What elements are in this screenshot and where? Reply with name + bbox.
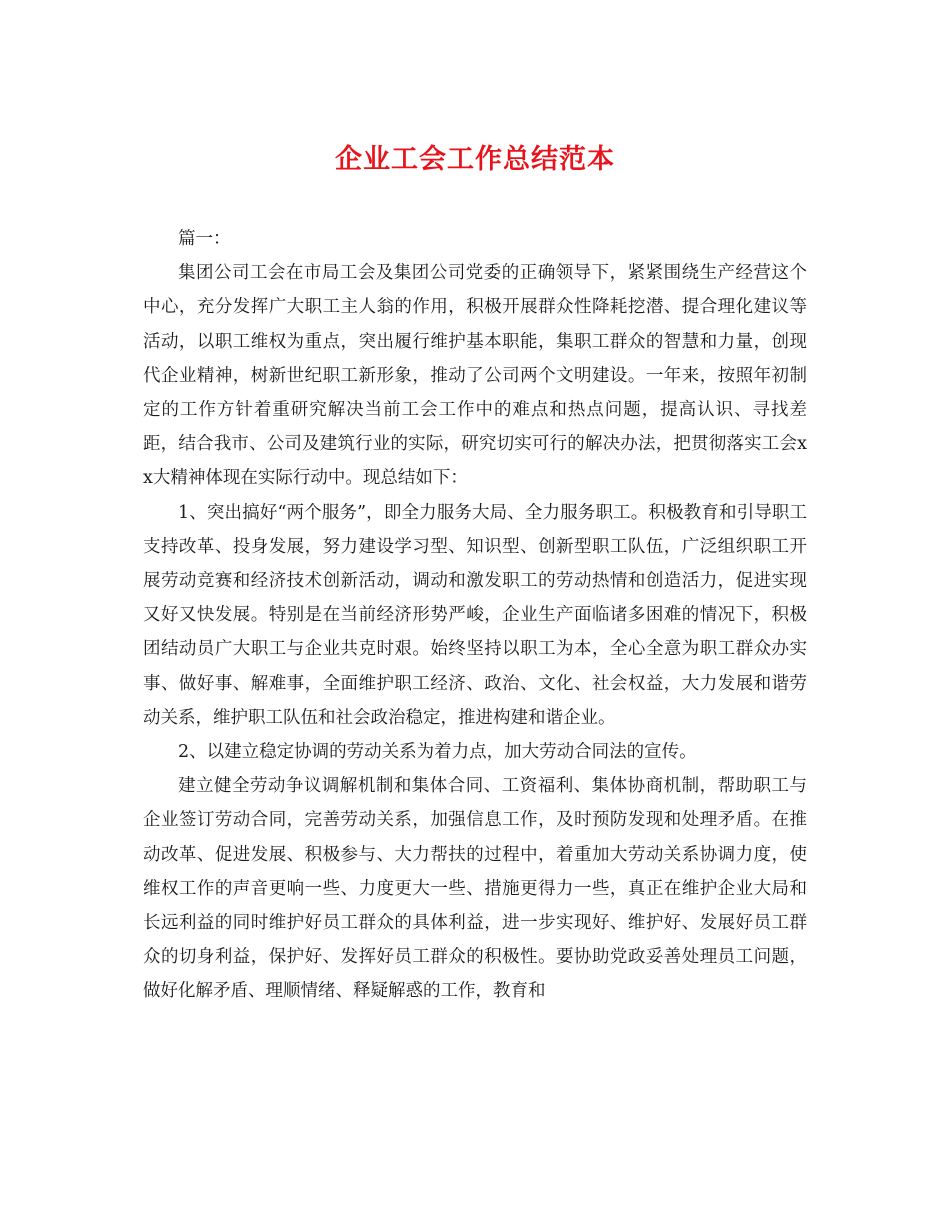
paragraph: 1、突出搞好“两个服务”，即全力服务大局、全力服务职工。积极教育和引导职工支持改革、投身发展，努力建设学习型、知识型、创新型职工队伍，广泛组织职工开展劳动竞赛和经济技术创新活动，调动和激发职工的劳动热情和创造活力，促进实现又好又快发展。特别是在当前经济形势严峻，企业生产面临诸多困难的情况下，积极团结动员广大职工与企业共克时艰。始终坚持以职工为本，全心全意为职工群众办实事、做好事、解难事，全面维护职工经济、政治、文化、社会权益，大力发展和谐劳动关系，维护职工队伍和社会政治稳定，推进构建和谐企业。: [143, 502, 807, 728]
paragraph: 2、以建立稳定协调的劳动关系为着力点，加大劳动合同法的宣传。: [178, 742, 697, 763]
section-label: 篇一：: [178, 229, 231, 249]
paragraph: 建立健全劳动争议调解机制和集体合同、工资福利、集体协商机制，帮助职工与企业签订劳动合同，完善劳动关系，加强信息工作，及时预防发现和处理矛盾。在推动改革、促进发展、积极参与、大力帮扶的过程中，着重加大劳动关系协调力度，使维权工作的声音更响一些、力度更大一些、措施更得力一些，真正在维护企业大局和长远利益的同时维护好员工群众的具体利益，进一步实现好、维护好、发展好员工群众的切身利益，保护好、发挥好员工群众的积极性。要协助党政妥善处理员工问题，做好化解矛盾、理顺情绪、释疑解惑的工作，教育和: [143, 776, 807, 1002]
paragraph: 集团公司工会在市局工会及集团公司党委的正确领导下，紧紧围绕生产经营这个中心，充分发挥广大职工主人翁的作用，积极开展群众性降耗挖潜、提合理化建议等活动，以职工维权为重点，突出履行维护基本职能，集职工群众的智慧和力量，创现代企业精神，树新世纪职工新形象，推动了公司两个文明建设。一年来，按照年初制定的工作方针着重研究解决当前工会工作中的难点和热点问题，提高认识、寻找差距，结合我市、公司及建筑行业的实际，研究切实可行的解决办法，把贯彻落实工会xx大精神体现在实际行动中。现总结如下：: [143, 263, 807, 489]
document-title: 企业工会工作总结范本: [335, 144, 615, 175]
document-body: [143, 222, 807, 1009]
